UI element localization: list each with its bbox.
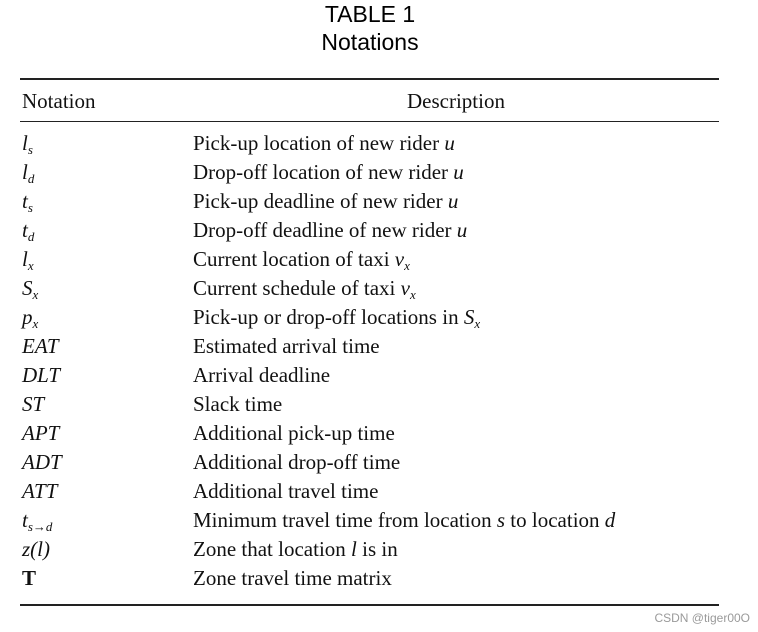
notation-description: Additional drop-off time: [193, 450, 401, 474]
table-caption-subtitle: Notations: [321, 29, 419, 55]
table-top-rule: [20, 78, 719, 80]
table-row: [0, 419, 740, 448]
notation-description: Pick-up or drop-off locations in $S_x$: [193, 305, 481, 331]
notation-description: Additional pick-up time: [193, 421, 395, 445]
notation-symbol: EAT: [22, 334, 59, 358]
notation-symbol: DLT: [22, 363, 61, 387]
notation-symbol: ATT: [22, 479, 58, 503]
table-row: [0, 506, 740, 535]
table-row: [0, 274, 740, 303]
notation-description: Estimated arrival time: [193, 334, 380, 358]
table-row: [0, 332, 740, 361]
notation-symbol: $S_x$: [22, 276, 39, 302]
table-row: [0, 303, 740, 332]
table-row: [0, 361, 740, 390]
notation-symbol: T: [22, 566, 37, 590]
table-header-rule: [20, 121, 719, 122]
notation-symbol: z(l): [22, 537, 50, 561]
notation-description: Current location of taxi $v_x$: [193, 247, 410, 273]
table-row: [0, 187, 740, 216]
notation-description: Arrival deadline: [193, 363, 331, 387]
watermark: CSDN @tiger00O: [654, 611, 750, 625]
table-row: [0, 564, 740, 593]
notation-symbol: APT: [22, 421, 60, 445]
table-row: [0, 448, 740, 477]
notation-description: Zone that location l is in: [193, 537, 398, 561]
notation-description: Pick-up location of new rider u: [193, 131, 455, 155]
notation-description: Additional travel time: [193, 479, 379, 503]
notation-symbol: $t_d$: [22, 218, 35, 244]
notation-symbol: $l_x$: [22, 247, 34, 273]
notation-description: Pick-up deadline of new rider u: [193, 189, 459, 213]
notation-description: Slack time: [193, 392, 283, 416]
table-caption-title: TABLE 1: [324, 1, 416, 27]
table-row: [0, 129, 740, 158]
table-body: [0, 129, 740, 593]
notation-symbol: ADT: [22, 450, 62, 474]
table-bottom-rule: [20, 604, 719, 606]
notation-description: Drop-off location of new rider u: [193, 160, 464, 184]
notation-description: Current schedule of taxi $v_x$: [193, 276, 416, 302]
table-row: [0, 245, 740, 274]
notation-symbol: $l_s$: [22, 131, 33, 157]
table-row: [0, 158, 740, 187]
notation-symbol: ST: [22, 392, 45, 416]
notation-symbol: $p_x$: [22, 305, 39, 331]
column-header-notation: Notation: [22, 89, 96, 113]
table-row: [0, 477, 740, 506]
notation-description: Zone travel time matrix: [193, 566, 392, 590]
notation-symbol: $t_{s\to d}$: [22, 508, 53, 534]
table-row: [0, 535, 740, 564]
table-row: [0, 216, 740, 245]
column-header-description: Description: [407, 89, 505, 113]
notation-symbol: $l_d$: [22, 160, 35, 186]
table-row: [0, 390, 740, 419]
notation-description: Drop-off deadline of new rider u: [193, 218, 468, 242]
notation-description: Minimum travel time from location s to location d: [193, 508, 616, 532]
notation-symbol: $t_s$: [22, 189, 33, 215]
